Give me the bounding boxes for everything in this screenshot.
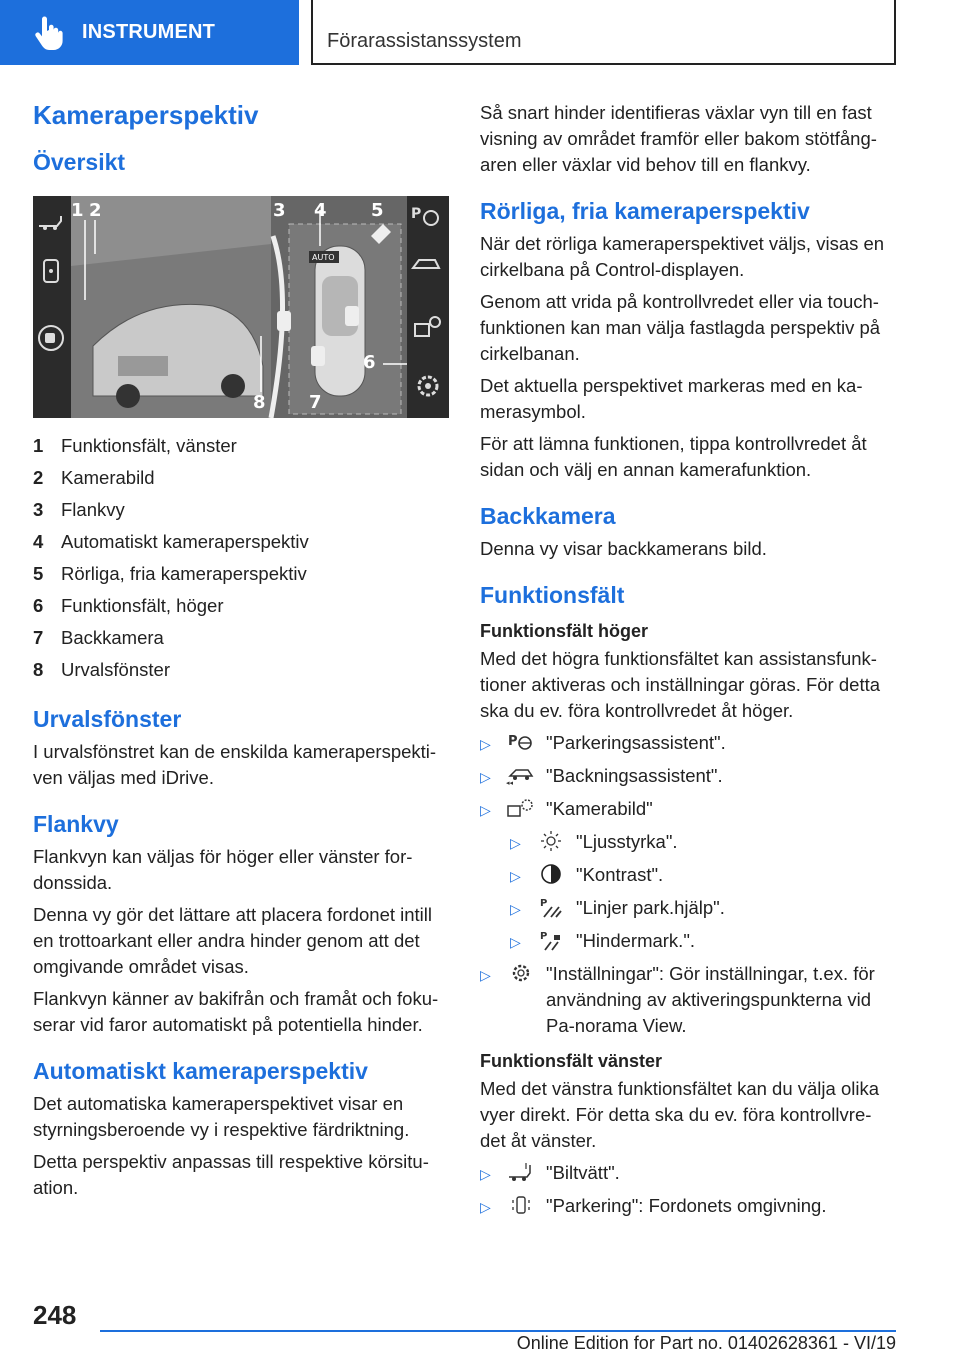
list-item: ▷ "Parkering": Fordonets omgivning. [480,1193,896,1220]
flankvy-paragraph-1: Flankvyn kan väljas för höger eller vänster for-donssida. [33,846,413,893]
fria-paragraph-4: För att lämna funktionen, tippa kontrollvredet åt sidan och välj en annan kamerafunktion. [480,433,867,480]
back-heading: Backkamera [480,503,616,529]
camera-display-illustration [33,196,449,418]
figure-label-5: 5 [371,200,384,221]
section-title: INSTRUMENT [82,21,216,43]
fria-paragraph-2: Genom att vrida på kontrollvredet eller via touch-funktionen kan man välja fastlagda perspektiv på cirkelbanan. [480,291,881,364]
list-item: ▷ "Inställningar": Gör inställningar, t.ex. för användning av aktiveringspunkterna vid Pa-norama View. [480,961,896,1039]
section-tab [0,0,299,65]
contrast-icon [536,862,566,886]
figure-label-2: 2 [89,200,102,221]
svg-text:P: P [540,898,548,909]
page-title: Kameraperspektiv [33,100,259,130]
fria-paragraph-1: När det rörliga kameraperspektivet väljs, visas en cirkelbana på Control-displayen. [480,233,885,280]
svg-text:P: P [411,206,422,222]
fria-paragraph-3: Det aktuella perspektivet markeras med en ka-merasymbol. [480,375,863,422]
svg-text:◂◂: ◂◂ [506,779,514,786]
auto-heading: Automatiskt kameraperspektiv [33,1058,368,1084]
hoger-list [480,730,896,823]
list-item: ▷ "Kontrast". [510,862,896,889]
overview-heading: Översikt [33,149,126,175]
edition-note: Online Edition for Part no. 01402628361 - VI/19 [516,1333,896,1353]
legend-item: 3 Flankvy [33,499,125,520]
list-item: ▷ "Ljusstyrka". [510,829,896,856]
car-wash-icon [506,1160,536,1184]
list-item: ▷ "Kamerabild" [480,796,896,823]
legend-item: 1 Funktionsfält, vänster [33,435,237,456]
urval-paragraph: I urvalsfönstret kan de enskilda kameraperspekti-ven väljas med iDrive. [33,741,437,788]
auto-paragraph-1: Det automatiska kameraperspektivet visar en styrningsberoende vy i respektive färdriktning. [33,1093,410,1140]
figure-label-4: 4 [314,200,327,221]
auto-badge: AUTO [312,253,335,262]
auto-paragraph-2: Detta perspektiv anpassas till respektive körsitu-ation. [33,1151,429,1198]
bullet-triangle-icon: ▷ [480,1199,491,1215]
svg-text:P: P [540,931,548,942]
funk-heading: Funktionsfält [480,582,625,608]
camera-settings-icon [506,796,536,820]
hand-pointer-icon [28,13,68,53]
parking-surroundings-icon [506,1193,536,1217]
figure-label-3: 3 [273,200,286,221]
list-item: ▷ ◂◂ "Backningsassistent". [480,763,896,790]
bullet-triangle-icon: ▷ [480,769,491,785]
footer-divider [100,1330,896,1332]
back-paragraph: Denna vy visar backkamerans bild. [480,538,767,559]
legend-item: 2 Kamerabild [33,467,155,488]
legend-item: 6 Funktionsfält, höger [33,595,224,616]
chapter-title: Förarassistanssystem [327,30,522,52]
kamera-sub-list [510,829,896,955]
bullet-triangle-icon: ▷ [510,868,521,884]
vanster-paragraph: Med det vänstra funktionsfältet kan du välja olika vyer direkt. För detta ska du ev. föra kontrollvre-det åt vänster. [480,1078,880,1151]
camera-view-figure [33,196,449,418]
list-item: ▷ P "Linjer park.hjälp". [510,895,896,922]
figure-label-6: 6 [363,352,376,373]
page-number: 248 [33,1300,77,1330]
brightness-icon [536,829,566,853]
bullet-triangle-icon: ▷ [510,901,521,917]
legend-item: 4 Automatiskt kameraperspektiv [33,531,309,552]
bullet-triangle-icon: ▷ [480,736,491,752]
parking-lines-icon [536,895,566,919]
fria-heading: Rörliga, fria kameraperspektiv [480,198,810,224]
intro-paragraph: Så snart hinder identifieras växlar vyn till en fast visning av området framför eller bakom stötfång-aren eller växlar vid behov till en flankvy. [480,102,877,175]
legend-item: 7 Backkamera [33,627,164,648]
figure-legend [33,430,449,686]
urval-heading: Urvalsfönster [33,706,182,732]
bullet-triangle-icon: ▷ [510,934,521,950]
bullet-triangle-icon: ▷ [480,802,491,818]
list-item: ▷ P "Parkeringsassistent". [480,730,896,757]
settings-list [480,961,896,1039]
vanster-heading: Funktionsfält vänster [480,1051,663,1071]
flankvy-paragraph-3: Flankvyn känner av bakifrån och framåt och foku-serar vid faror automatiskt på potentiella hinder. [33,988,439,1035]
gear-icon [506,961,536,985]
bullet-triangle-icon: ▷ [480,1166,491,1182]
reversing-assist-icon [506,763,536,787]
right-column [480,100,896,1226]
flankvy-heading: Flankvy [33,811,119,837]
hoger-heading: Funktionsfält höger [480,621,648,641]
legend-item: 5 Rörliga, fria kameraperspektiv [33,563,307,584]
svg-text:P: P [508,734,518,749]
hoger-paragraph: Med det högra funktionsfältet kan assistansfunk-tioner aktiveras och inställningar göras. För detta ska du ev. föra kontrollvredet åt höger. [480,648,881,721]
list-item: ▷ "Biltvätt". [480,1160,896,1187]
chapter-header [311,0,896,65]
parking-assist-icon [506,730,536,754]
flankvy-paragraph-2: Denna vy gör det lättare att placera fordonet intill en trottoarkant eller andra hinder genom att det omgivande området visas. [33,904,433,977]
bullet-triangle-icon: ▷ [480,967,491,983]
left-column [33,100,449,1207]
vanster-list [480,1160,896,1220]
figure-label-7: 7 [309,392,322,413]
obstacle-marking-icon [536,928,566,952]
legend-item: 8 Urvalsfönster [33,659,170,680]
bullet-triangle-icon: ▷ [510,835,521,851]
figure-label-1: 1 [71,200,84,221]
list-item: ▷ P "Hindermark.". [510,928,896,955]
figure-label-8: 8 [253,392,266,413]
